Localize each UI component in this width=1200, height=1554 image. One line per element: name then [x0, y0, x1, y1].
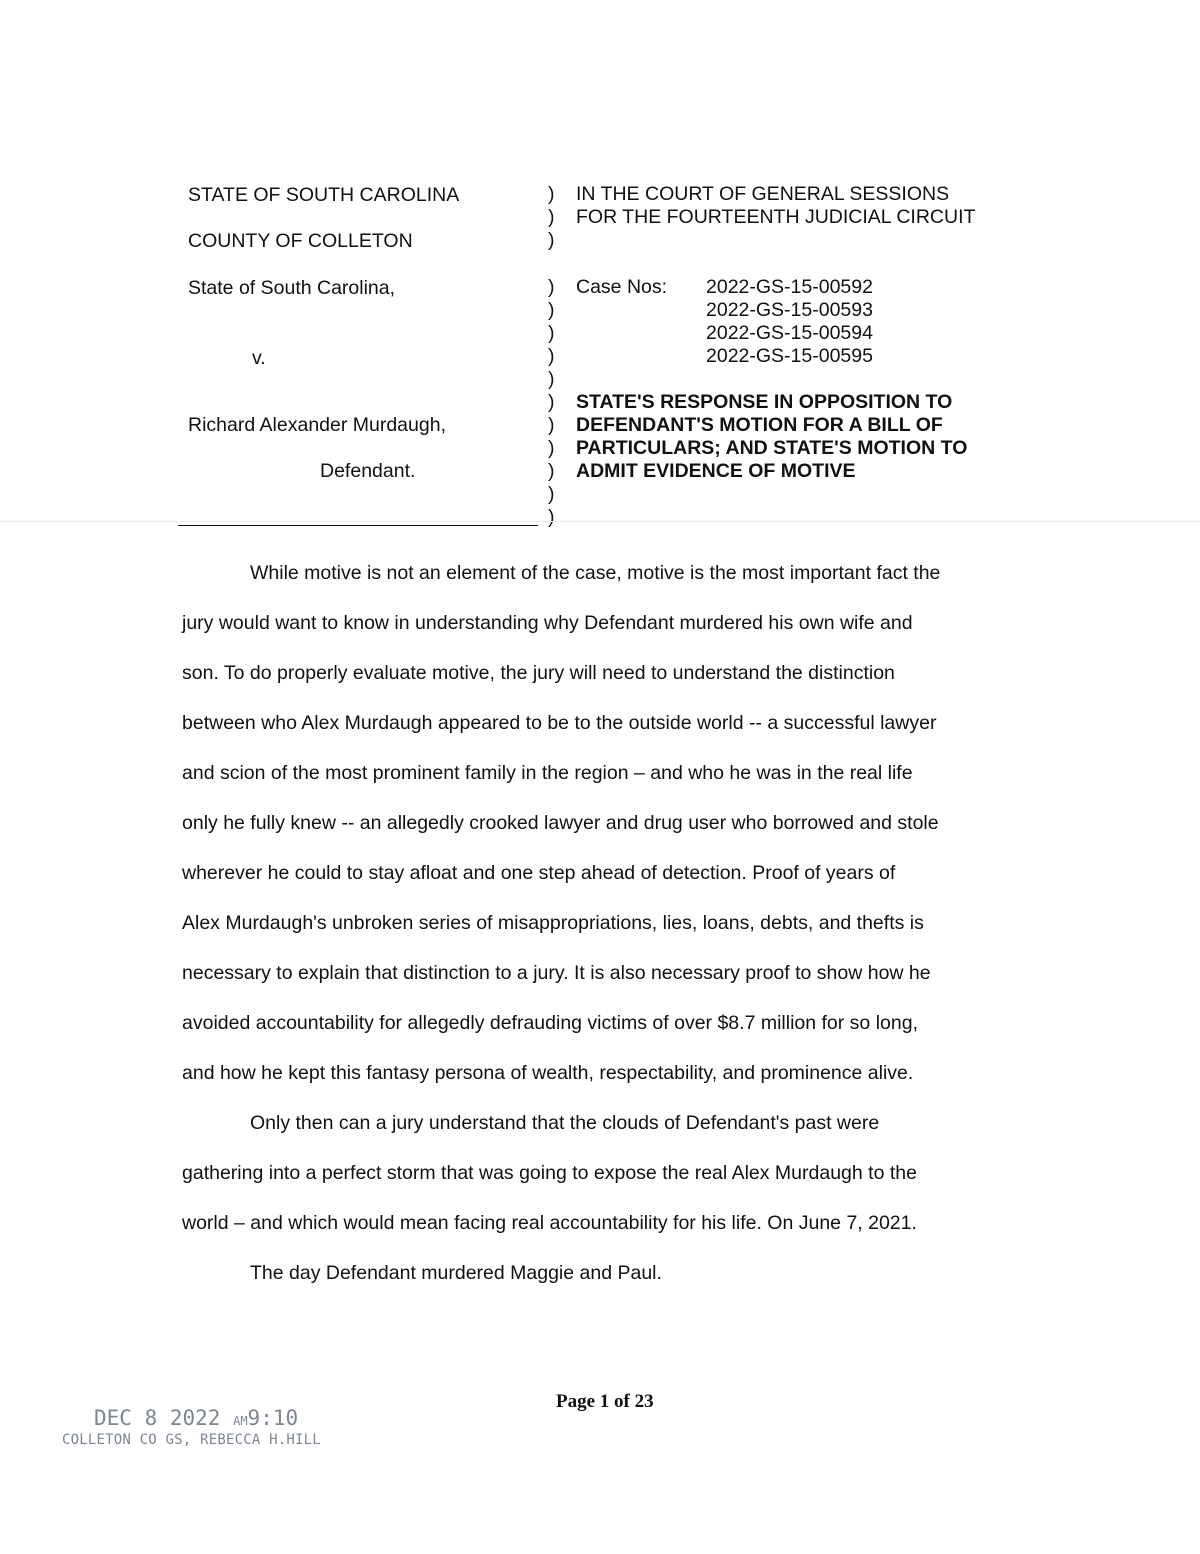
- document-title-line: DEFENDANT'S MOTION FOR A BILL OF: [576, 414, 943, 436]
- court-name-line2: FOR THE FOURTEENTH JUDICIAL CIRCUIT: [576, 206, 976, 228]
- case-number: 2022-GS-15-00593: [706, 299, 873, 321]
- text-line: avoided accountability for allegedly defrauding victims of over $8.7 million for so long,: [182, 1012, 918, 1034]
- filing-stamp-date: [62, 1406, 321, 1430]
- document-title-line: STATE'S RESPONSE IN OPPOSITION TO: [576, 391, 953, 413]
- caption-paren: ): [548, 460, 555, 482]
- caption-paren: ): [548, 414, 555, 436]
- text-line: necessary to explain that distinction to a jury. It is also necessary proof to show how he: [182, 962, 931, 984]
- filing-stamp-time: 9:10: [247, 1406, 299, 1430]
- caption-paren: ): [548, 368, 555, 390]
- caption-defendant-role: Defendant.: [320, 460, 416, 482]
- filing-stamp: [62, 1406, 321, 1448]
- caption-paren: ): [548, 206, 555, 228]
- paragraph-2: [182, 1098, 1062, 1248]
- text-line: between who Alex Murdaugh appeared to be to the outside world -- a successful lawyer: [182, 712, 937, 734]
- caption-signature-rule: [178, 525, 538, 526]
- caption-paren: ): [548, 229, 555, 251]
- caption-paren: ): [548, 276, 555, 298]
- body-text: [182, 548, 1062, 1298]
- paragraph-3: [182, 1248, 1062, 1298]
- caption-paren: ): [548, 299, 555, 321]
- caption-defendant-name: Richard Alexander Murdaugh,: [188, 414, 446, 436]
- text-line: While motive is not an element of the case, motive is the most important fact the: [250, 562, 941, 584]
- filing-stamp-clerk: COLLETON CO GS, REBECCA H.HILL: [62, 1432, 321, 1448]
- caption-paren: ): [548, 183, 555, 205]
- text-line: Alex Murdaugh's unbroken series of misappropriations, lies, loans, debts, and thefts is: [182, 912, 924, 934]
- court-name-line1: IN THE COURT OF GENERAL SESSIONS: [576, 183, 950, 205]
- text-line: only he fully knew -- an allegedly crooked lawyer and drug user who borrowed and stole: [182, 812, 939, 834]
- caption-state: STATE OF SOUTH CAROLINA: [188, 184, 460, 206]
- paragraph-1: [182, 548, 1062, 1098]
- text-line: jury would want to know in understanding why Defendant murdered his own wife and: [182, 612, 913, 634]
- text-line: Only then can a jury understand that the clouds of Defendant's past were: [250, 1112, 880, 1134]
- caption-plaintiff: State of South Carolina,: [188, 277, 396, 299]
- text-line: world – and which would mean facing real accountability for his life. On June 7, 2021.: [182, 1212, 917, 1234]
- case-number: 2022-GS-15-00594: [706, 322, 873, 344]
- document-title-line: PARTICULARS; AND STATE'S MOTION TO: [576, 437, 968, 459]
- page-number: Page 1 of 23: [556, 1391, 654, 1412]
- caption-versus: v.: [252, 347, 266, 369]
- text-line: The day Defendant murdered Maggie and Paul.: [250, 1262, 662, 1284]
- filing-stamp-ampm: AM: [233, 1414, 248, 1428]
- caption-paren: ): [548, 391, 555, 413]
- text-line: gathering into a perfect storm that was going to expose the real Alex Murdaugh to the: [182, 1162, 917, 1184]
- case-nos-label: Case Nos:: [576, 276, 668, 298]
- case-number: 2022-GS-15-00592: [706, 276, 873, 298]
- text-line: and how he kept this fantasy persona of wealth, respectability, and prominence alive.: [182, 1062, 914, 1084]
- caption-paren: ): [548, 506, 555, 528]
- caption-paren: ): [548, 345, 555, 367]
- caption-county: COUNTY OF COLLETON: [188, 230, 413, 252]
- text-line: wherever he could to stay afloat and one step ahead of detection. Proof of years of: [182, 862, 896, 884]
- caption-paren: ): [548, 483, 555, 505]
- filing-stamp-day: DEC 8 2022: [94, 1406, 221, 1430]
- caption-paren: ): [548, 322, 555, 344]
- text-line: son. To do properly evaluate motive, the jury will need to understand the distinction: [182, 662, 895, 684]
- case-number: 2022-GS-15-00595: [706, 345, 873, 367]
- text-line: and scion of the most prominent family in the region – and who he was in the real life: [182, 762, 913, 784]
- document-title-line: ADMIT EVIDENCE OF MOTIVE: [576, 460, 856, 482]
- scan-artifact-line: [0, 521, 1200, 522]
- caption-paren: ): [548, 437, 555, 459]
